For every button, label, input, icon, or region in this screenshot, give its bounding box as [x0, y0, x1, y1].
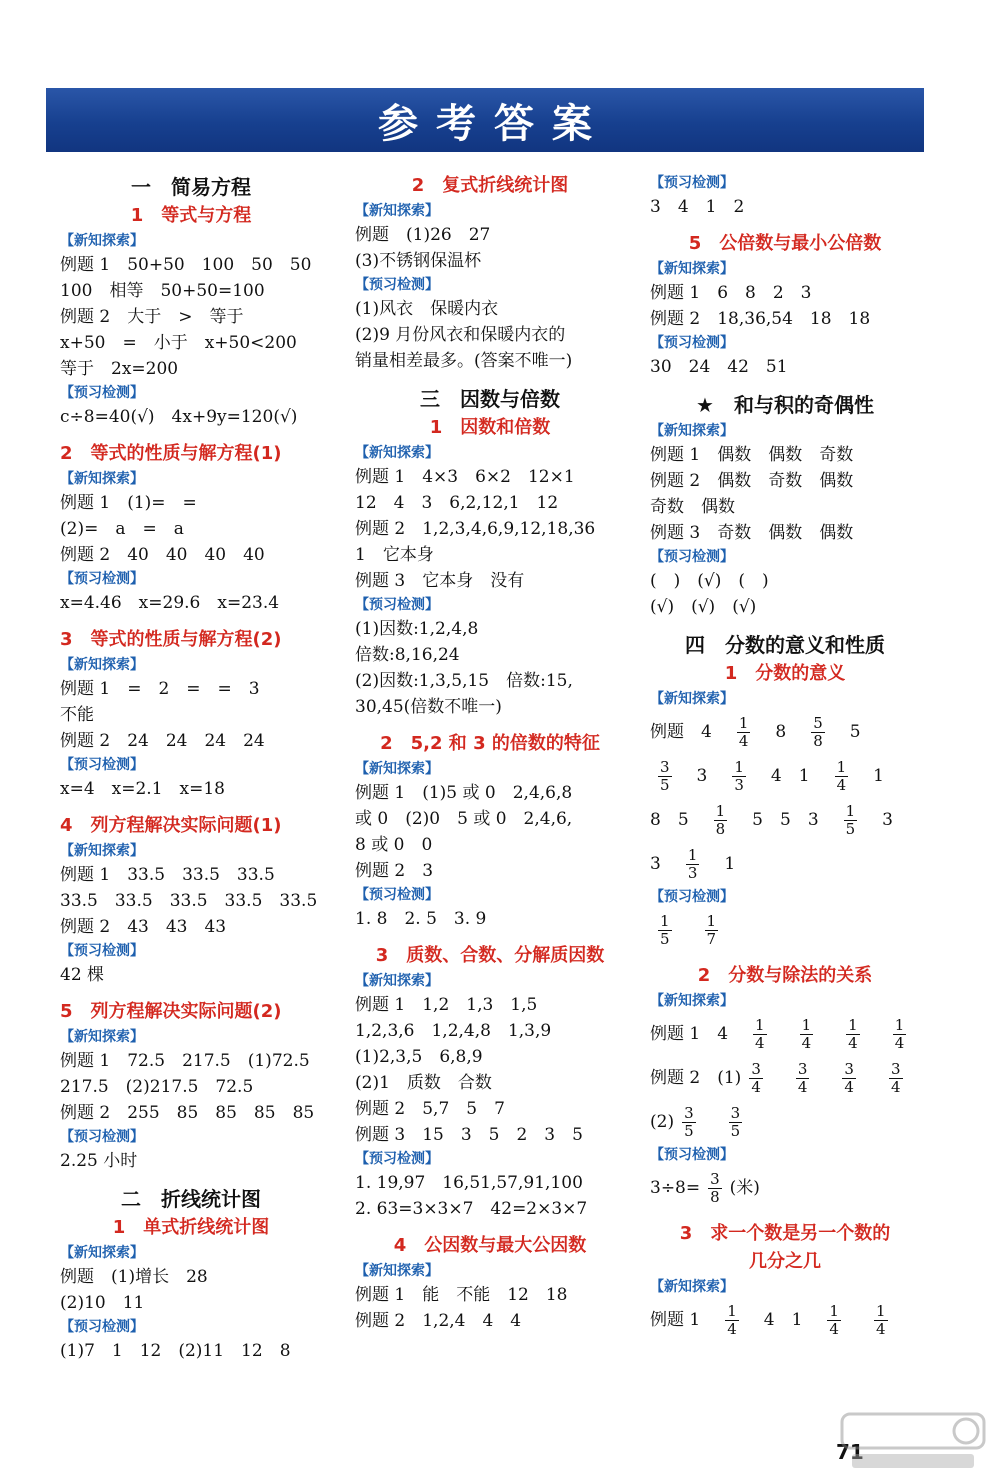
answer-line: 1. 8 2. 5 3. 9 [355, 909, 487, 929]
tag-preview-check: 【预习检测】 [60, 385, 144, 401]
answer-line: x=4.46 x=29.6 x=23.4 [60, 593, 280, 613]
answer-line: 例题 2 大于 > 等于 [60, 307, 244, 327]
answer-line: 或 0 (2)0 5 或 0 2,4,6, [355, 809, 573, 829]
answer-line: x=4 x=2.1 x=18 [60, 779, 225, 799]
answer-line: 217.5 (2)217.5 72.5 [60, 1077, 254, 1097]
section-heading: 1 等式与方程 [130, 205, 252, 226]
fraction: $\frac{5}{8}$ [813, 714, 823, 750]
answer-line: 不能 [60, 705, 94, 725]
answer-line: (1)风衣 保暖内衣 [355, 299, 499, 319]
section-heading: 4 列方程解决实际问题(1) [60, 815, 282, 836]
tag-preview-check: 【预习检测】 [650, 549, 734, 565]
chapter-heading: 三 因数与倍数 [420, 387, 560, 411]
section-heading: 4 公因数与最大公因数 [393, 1235, 587, 1256]
answer-line: 例题 2 24 24 24 24 [60, 731, 265, 751]
answer-line: 例题 2 43 43 43 [60, 917, 227, 937]
fraction: $\frac{1}{4}$ [836, 758, 847, 794]
tag-new-knowledge: 【新知探索】 [60, 1029, 144, 1045]
watermark-logo [838, 1410, 988, 1474]
answer-line: 1. 19,97 16,51,57,91,100 [355, 1173, 583, 1193]
fraction: $\frac{1}{4}$ [875, 1302, 886, 1338]
answer-line: 例题 2 255 85 85 85 85 [60, 1103, 315, 1123]
fraction: $\frac{1}{5}$ [845, 802, 856, 838]
fraction-answer-line: 例题 1 $\frac{1}{4}$ 4 1 $\frac{1}{4}$ $\frac{1}{4}$ [650, 1302, 886, 1338]
chapter-heading: 一 简易方程 [131, 175, 251, 199]
answer-line: 例题 3 奇数 偶数 偶数 [650, 523, 854, 543]
tag-preview-check: 【预习检测】 [60, 943, 144, 959]
answer-line: (√) (√) (√) [650, 597, 757, 617]
answer-line: 例题 2 1,2,4 4 4 [355, 1311, 522, 1331]
answer-line: 例题 1 33.5 33.5 33.5 [60, 865, 275, 885]
fraction: $\frac{3}{4}$ [844, 1060, 854, 1096]
answer-line: 33.5 33.5 33.5 33.5 33.5 [60, 891, 318, 911]
fraction-answer-line: 8 5 $\frac{1}{8}$ 5 5 3 $\frac{1}{5}$ 3 [650, 802, 894, 838]
fraction-answer-line: $\frac{3}{5}$ 3 $\frac{1}{3}$ 4 1 $\frac{1}{4}$ 1 [660, 758, 884, 794]
tag-new-knowledge: 【新知探索】 [60, 657, 144, 673]
fraction-answer-line: 例题 4 $\frac{1}{4}$ 8 $\frac{5}{8}$ 5 [650, 714, 861, 750]
tag-new-knowledge: 【新知探索】 [355, 445, 439, 461]
fraction: $\frac{1}{7}$ [706, 912, 717, 948]
section-heading: 1 分数的意义 [724, 663, 846, 684]
fraction: $\frac{1}{4}$ [727, 1302, 737, 1338]
answer-line: 3 4 1 2 [650, 197, 745, 217]
tag-new-knowledge: 【新知探索】 [60, 843, 144, 859]
fraction: $\frac{3}{5}$ [684, 1104, 694, 1140]
answer-line: 1,2,3,6 1,2,4,8 1,3,9 [355, 1021, 552, 1041]
tag-new-knowledge: 【新知探索】 [60, 1245, 144, 1261]
tag-preview-check: 【预习检测】 [60, 571, 144, 587]
answer-line: 42 棵 [60, 965, 105, 985]
fraction: $\frac{3}{5}$ [660, 758, 670, 794]
fraction-answer-line: 例题 1 4 $\frac{1}{4}$ $\frac{1}{4}$ $\frac{1}{4}$ $\frac{1}{4}$ [650, 1016, 905, 1052]
tag-preview-check: 【预习检测】 [355, 277, 439, 293]
answer-line: 例题 1 偶数 偶数 奇数 [650, 445, 854, 465]
answer-line: 2. 63=3×3×7 42=2×3×7 [355, 1199, 588, 1219]
tag-preview-check: 【预习检测】 [355, 887, 439, 903]
fraction: $\frac{1}{4}$ [829, 1302, 839, 1338]
section-heading: 3 等式的性质与解方程(2) [60, 629, 282, 650]
tag-new-knowledge: 【新知探索】 [650, 261, 734, 277]
answer-key-banner [46, 88, 924, 152]
tag-new-knowledge: 【新知探索】 [355, 973, 439, 989]
tag-new-knowledge: 【新知探索】 [60, 233, 144, 249]
tag-new-knowledge: 【新知探索】 [355, 761, 439, 777]
tag-preview-check: 【预习检测】 [60, 1319, 144, 1335]
column-right [650, 172, 920, 1342]
tag-new-knowledge: 【新知探索】 [650, 423, 734, 439]
answer-line: 例题 (1)26 27 [355, 225, 491, 245]
answer-line: 例题 1 72.5 217.5 (1)72.5 [60, 1051, 310, 1071]
answer-line: (1)2,3,5 6,8,9 [355, 1047, 483, 1067]
answer-line: (3)不锈钢保温杯 [355, 251, 482, 271]
answer-line: 例题 1 = 2 = = 3 [60, 679, 260, 699]
answer-line: 例题 1 能 不能 12 18 [355, 1285, 568, 1305]
fraction: $\frac{1}{4}$ [801, 1016, 812, 1052]
section-heading-star: ★ 和与积的奇偶性 [696, 393, 874, 417]
section-heading: 2 等式的性质与解方程(1) [60, 443, 282, 464]
answer-line: 8 或 0 0 [355, 835, 433, 855]
answer-line: 例题 1 (1)5 或 0 2,4,6,8 [355, 783, 573, 803]
fraction: $\frac{1}{5}$ [660, 912, 670, 948]
answer-line: (1)因数:1,2,4,8 [355, 619, 479, 639]
tag-new-knowledge: 【新知探索】 [650, 993, 734, 1009]
answer-line: 12 4 3 6,2,12,1 12 [355, 493, 559, 513]
fraction: $\frac{3}{4}$ [797, 1060, 808, 1096]
section-heading: 2 分数与除法的关系 [697, 965, 873, 986]
fraction: $\frac{1}{3}$ [687, 846, 698, 882]
section-heading: 5 公倍数与最小公倍数 [688, 233, 882, 254]
answer-line: 例题 2 偶数 奇数 偶数 [650, 471, 854, 491]
tag-preview-check: 【预习检测】 [355, 597, 439, 613]
tag-preview-check: 【预习检测】 [60, 1129, 144, 1145]
answer-line: 1 它本身 [355, 545, 434, 565]
chapter-heading: 四 分数的意义和性质 [685, 633, 885, 657]
fraction-answer-line: (2) $\frac{3}{5}$ $\frac{3}{5}$ [650, 1104, 741, 1140]
column-left [60, 172, 322, 1364]
tag-preview-check: 【预习检测】 [355, 1151, 439, 1167]
answer-line: 奇数 偶数 [650, 497, 735, 517]
fraction: $\frac{3}{5}$ [730, 1104, 741, 1140]
tag-new-knowledge: 【新知探索】 [60, 471, 144, 487]
column-middle [355, 172, 625, 1334]
answer-line: 例题 3 它本身 没有 [355, 571, 525, 591]
fraction-answer-line: 例题 2 (1) $\frac{3}{4}$ $\frac{3}{4}$ $\frac{3}{4}$ $\frac{3}{4}$ [650, 1060, 901, 1096]
answer-line: 倍数:8,16,24 [355, 645, 460, 665]
section-heading: 2 复式折线统计图 [411, 175, 569, 196]
page-number: 71 [836, 1440, 864, 1464]
answer-line: 例题 2 5,7 5 7 [355, 1099, 505, 1119]
answer-line: 例题 1 50+50 100 50 50 [60, 255, 312, 275]
answer-line: (2)10 11 [60, 1293, 145, 1313]
fraction-answer-line: 3÷8= $\frac{3}{8}$ (米) [650, 1170, 760, 1206]
answer-line: 例题 (1)增长 28 [60, 1267, 208, 1287]
fraction-answer-line: 3 $\frac{1}{3}$ 1 [650, 846, 736, 882]
answer-line: (1)7 1 12 (2)11 12 8 [60, 1341, 291, 1361]
answer-line: 30,45(倍数不唯一) [355, 697, 502, 717]
answer-line: 例题 2 40 40 40 40 [60, 545, 265, 565]
page-title: 参考答案 [378, 100, 610, 147]
fraction: $\frac{1}{4}$ [755, 1016, 765, 1052]
section-heading: 5 列方程解决实际问题(2) [60, 1001, 282, 1022]
section-heading-cont: 几分之几 [749, 1251, 821, 1272]
answer-line: 例题 3 15 3 5 2 3 5 [355, 1125, 583, 1145]
answer-line: 例题 1 6 8 2 3 [650, 283, 812, 303]
answer-line: 例题 1 1,2 1,3 1,5 [355, 995, 538, 1015]
fraction: $\frac{1}{4}$ [848, 1016, 858, 1052]
section-heading: 1 因数和倍数 [429, 417, 551, 438]
section-heading: 3 求一个数是另一个数的 [679, 1223, 891, 1244]
answer-line: (2)= a = a [60, 519, 184, 539]
fraction: $\frac{3}{4}$ [751, 1060, 761, 1096]
section-heading: 1 单式折线统计图 [112, 1217, 270, 1238]
tag-new-knowledge: 【新知探索】 [355, 203, 439, 219]
answer-line: 例题 2 3 [355, 861, 434, 881]
answer-line: ( ) (√) ( ) [650, 571, 769, 591]
tag-preview-check: 【预习检测】 [650, 335, 734, 351]
answer-line: (2)因数:1,3,5,15 倍数:15, [355, 671, 573, 691]
fraction-answer-line [650, 908, 920, 952]
fraction: $\frac{1}{4}$ [738, 714, 749, 750]
fraction: $\frac{3}{8}$ [710, 1170, 720, 1206]
answer-line: 等于 2x=200 [60, 359, 179, 379]
answer-line: (2)9 月份风衣和保暖内衣的 [355, 325, 566, 345]
tag-new-knowledge: 【新知探索】 [650, 691, 734, 707]
answer-line: (2)1 质数 合数 [355, 1073, 492, 1093]
tag-preview-check: 【预习检测】 [650, 175, 734, 191]
fraction: $\frac{1}{4}$ [894, 1016, 905, 1052]
answer-line: x+50 = 小于 x+50<200 [60, 333, 297, 353]
answer-line: 例题 1 (1)= = [60, 493, 197, 513]
answer-line: c÷8=40(√) 4x+9y=120(√) [60, 407, 298, 427]
fraction: $\frac{3}{4}$ [890, 1060, 901, 1096]
tag-preview-check: 【预习检测】 [650, 1147, 734, 1163]
answer-line: 例题 2 1,2,3,4,6,9,12,18,36 [355, 519, 596, 539]
answer-line: 例题 1 4×3 6×2 12×1 [355, 467, 575, 487]
tag-preview-check: 【预习检测】 [60, 757, 144, 773]
tag-new-knowledge: 【新知探索】 [650, 1279, 734, 1295]
answer-line: 销量相差最多。(答案不唯一) [355, 351, 573, 371]
tag-new-knowledge: 【新知探索】 [355, 1263, 439, 1279]
answer-line: 2.25 小时 [60, 1151, 138, 1171]
answer-line: 100 相等 50+50=100 [60, 281, 265, 301]
chapter-heading: 二 折线统计图 [121, 1187, 261, 1211]
answer-line: 30 24 42 51 [650, 357, 788, 377]
section-heading: 3 质数、合数、分解质因数 [375, 945, 605, 966]
answer-line: 例题 2 18,36,54 18 18 [650, 309, 871, 329]
fraction: $\frac{1}{3}$ [734, 758, 744, 794]
section-heading: 2 5,2 和 3 的倍数的特征 [380, 733, 600, 754]
fraction: $\frac{1}{8}$ [715, 802, 726, 838]
tag-preview-check: 【预习检测】 [650, 889, 734, 905]
